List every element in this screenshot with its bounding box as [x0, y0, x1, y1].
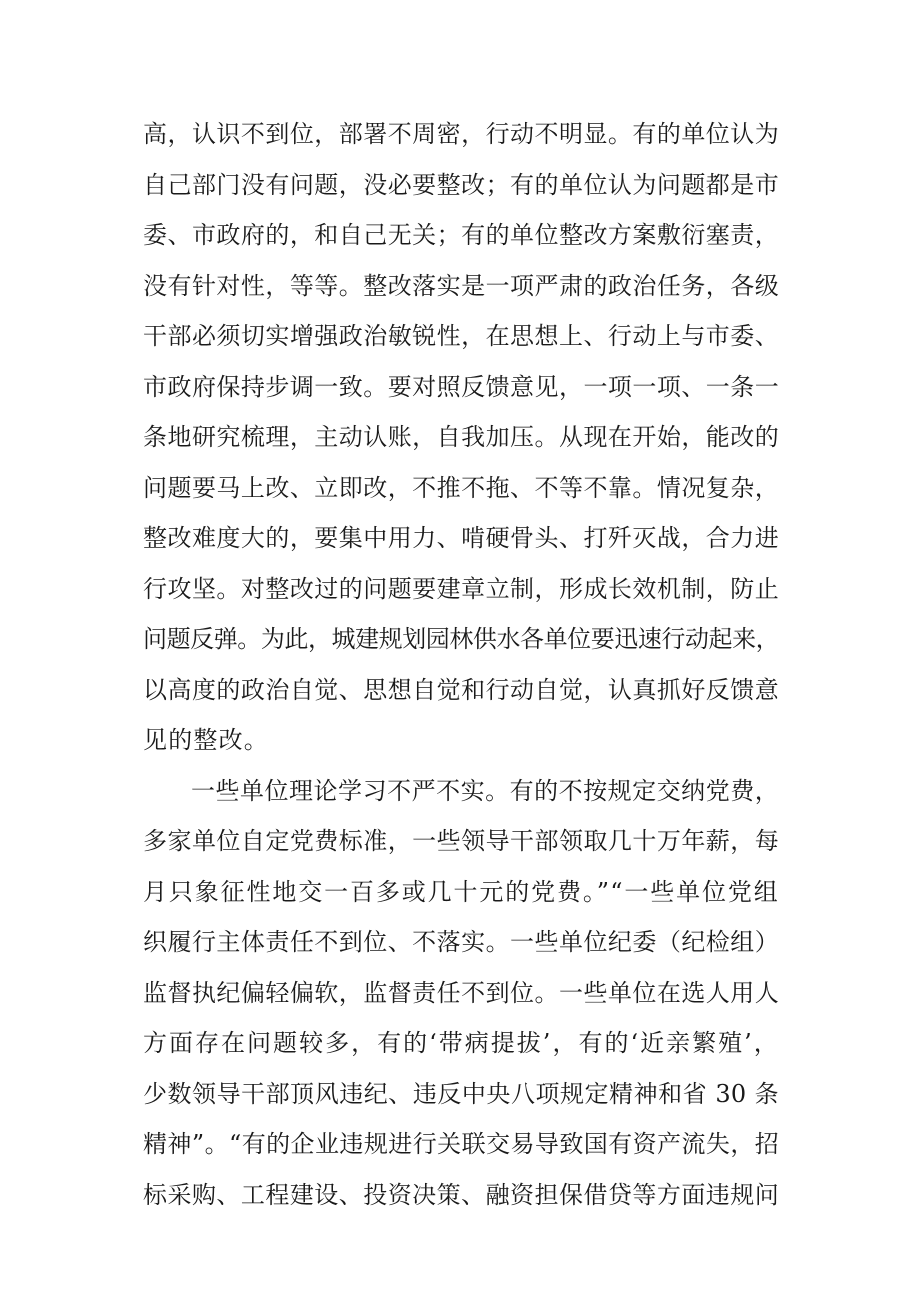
text-line: 以高度的政治自觉、思想自觉和行动自觉，认真抓好反馈意 [143, 675, 779, 704]
paragraph-1 [143, 109, 779, 766]
paragraph-2 [143, 766, 779, 1221]
text-line: 标采购、工程建设、投资决策、融资担保借贷等方面违规问 [143, 1180, 779, 1209]
text-line: 干部必须切实增强政治敏锐性，在思想上、行动上与市委、 [143, 322, 779, 350]
text-line: 织履行主体责任不到位、不落实。一些单位纪委（纪检组） [143, 928, 779, 956]
text-line: 多家单位自定党费标准，一些领导干部领取几十万年薪，每 [143, 827, 779, 855]
text-line: 市政府保持步调一致。要对照反馈意见，一项一项、一条一 [143, 372, 779, 401]
text-line: 见的整改。 [143, 726, 269, 754]
text-line: 月只象征性地交一百多或几十元的党费。”“一些单位党组 [143, 877, 779, 906]
text-line: 条地研究梳理，主动认账，自我加压。从现在开始，能改的 [143, 423, 779, 451]
body-text [143, 109, 779, 1220]
text-line: 方面存在问题较多，有的‘带病提拔’，有的‘近亲繁殖’， [143, 1029, 779, 1057]
text-line: 少数领导干部顶风违纪、违反中央八项规定精神和省 30 条 [143, 1079, 779, 1108]
text-line: 自己部门没有问题，没必要整改；有的单位认为问题都是市 [143, 170, 779, 199]
text-line: 没有针对性，等等。整改落实是一项严肃的政治任务，各级 [143, 271, 779, 300]
text-line: 问题反弹。为此，城建规划园林供水各单位要迅速行动起来， [143, 625, 779, 653]
text-line: 问题要马上改、立即改，不推不拖、不等不靠。情况复杂， [143, 473, 779, 502]
text-line: 一些单位理论学习不严不实。有的不按规定交纳党费， [191, 776, 779, 805]
text-line: 委、市政府的，和自己无关；有的单位整改方案敷衍塞责， [143, 221, 779, 249]
text-line: 整改难度大的，要集中用力、啃硬骨头、打歼灭战，合力进 [143, 524, 779, 552]
text-line: 行攻坚。对整改过的问题要建章立制，形成长效机制，防止 [143, 574, 779, 603]
text-line: 精神”。“有的企业违规进行关联交易导致国有资产流失，招 [143, 1130, 779, 1158]
text-line: 高，认识不到位，部署不周密，行动不明显。有的单位认为 [143, 120, 779, 148]
text-line: 监督执纪偏轻偏软，监督责任不到位。一些单位在选人用人 [143, 978, 779, 1007]
